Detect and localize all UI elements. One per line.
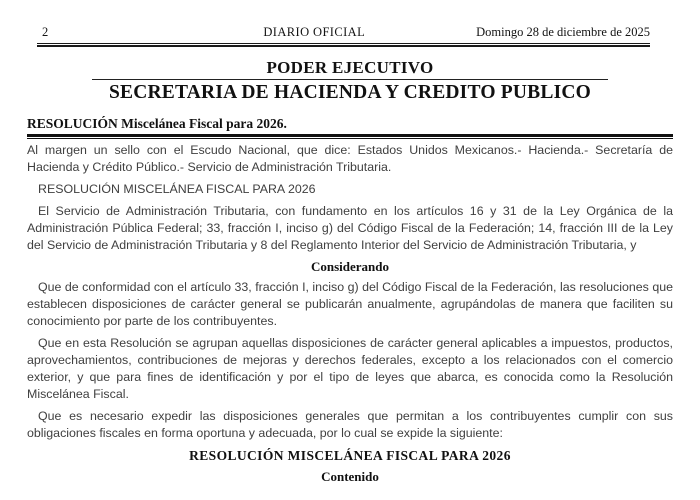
margin-note-paragraph: Al margen un sello con el Escudo Nacional, que dice: Estados Unidos Mexicanos.- Hacienda.- Secretaría de Hacienda y Crédito Público.- Servicio de Administración Tributaria. xyxy=(27,143,673,174)
considering-paragraph: Que es necesario expedir las disposiciones generales que permitan a los contribuyentes cumplir con sus obligaciones fiscales en forma oportuna y adecuada, por lo cual se expide la siguiente: xyxy=(27,409,673,440)
legal-basis-paragraph: El Servicio de Administración Tributaria, con fundamento en los artículos 16 y 31 de la Ley Orgánica de la Administración Pública Federal; 33, fracción I, inciso g) del Código Fiscal de la Federación; 14, fracción III de la Ley del Servicio de Administración Tributaria y 8 del Reglamento Interior del Servicio de Administración Tributaria, y xyxy=(27,204,673,252)
contenido-heading: Contenido xyxy=(321,469,379,484)
page-number: 2 xyxy=(42,25,49,39)
masthead-date: Domingo 28 de diciembre de 2025 xyxy=(476,25,651,39)
document-title: RESOLUCIÓN Miscelánea Fiscal para 2026. xyxy=(27,116,287,131)
resolution-heading: RESOLUCIÓN MISCELÁNEA FISCAL PARA 2026 xyxy=(189,448,511,463)
considering-paragraph: Que en esta Resolución se agrupan aquellas disposiciones de carácter general aplicables a impuestos, productos, aprovechamientos, contribuciones de mejoras y derechos federales, excepto a los relacionados con el comercio exterior, y que para fines de identificación y por el tipo de leyes que abarca, es conocida como la Resolución Miscelánea Fiscal. xyxy=(27,336,673,401)
document-title-rule xyxy=(27,134,673,139)
subject-line: RESOLUCIÓN MISCELÁNEA FISCAL PARA 2026 xyxy=(38,182,316,196)
considerando-heading: Considerando xyxy=(310,259,390,274)
masthead-rule xyxy=(37,43,650,47)
masthead xyxy=(37,25,650,40)
document-body xyxy=(27,142,673,484)
masthead-title: DIARIO OFICIAL xyxy=(263,25,366,39)
considering-paragraph: Que de conformidad con el artículo 33, fracción I, inciso g) del Código Fiscal de la Federación, las resoluciones que establecen disposiciones de carácter general se publicarán anualmente, agrupándolas de manera que faciliten su conocimiento por parte de los contribuyentes. xyxy=(27,280,673,328)
poder-ejecutivo-underline xyxy=(92,79,608,80)
heading-secretaria: SECRETARIA DE HACIENDA Y CREDITO PUBLICO xyxy=(108,82,592,103)
heading-poder-ejecutivo: PODER EJECUTIVO xyxy=(266,58,434,77)
